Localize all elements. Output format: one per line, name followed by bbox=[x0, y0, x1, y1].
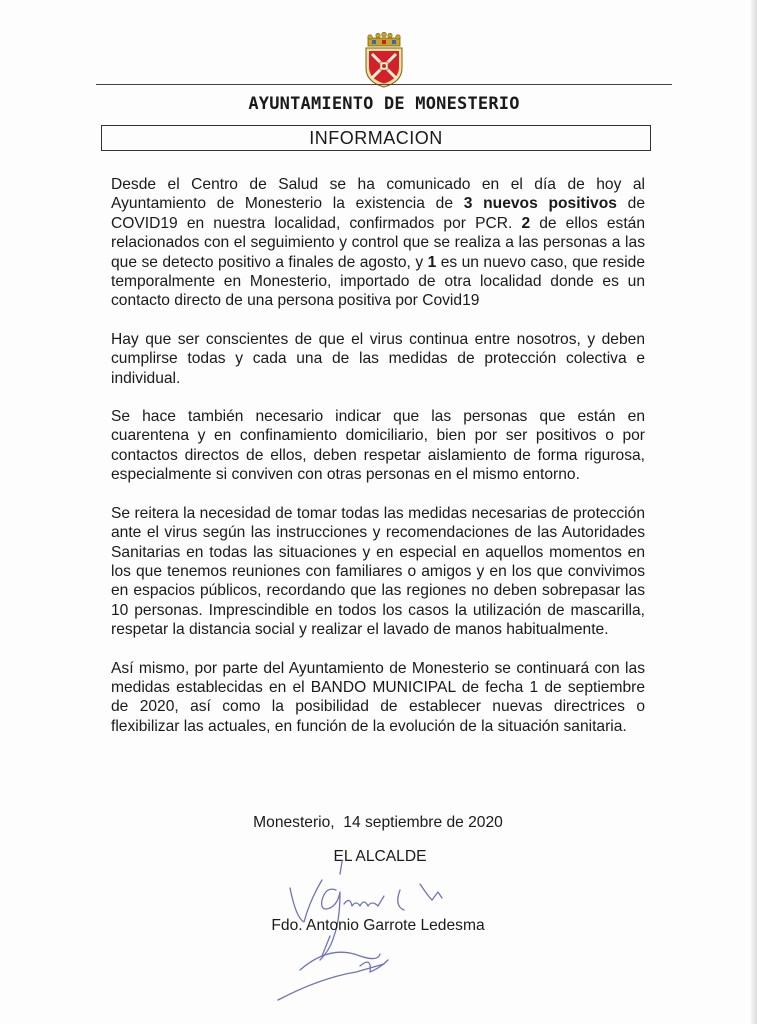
signer-name: Fdo. Antonio Garrote Ledesma bbox=[271, 917, 485, 934]
document-body bbox=[111, 175, 645, 755]
paragraph-1 bbox=[111, 175, 645, 311]
date-line: Monesterio, 14 septiembre de 2020 bbox=[253, 814, 503, 831]
paragraph-text: de COVID19 en nuestra localidad, confirmados por PCR. bbox=[111, 195, 645, 232]
paragraph-3: Se hace también necesario indicar que las personas que están en cuarentena y en confinamiento domiciliario, bien por ser positivos o por contactos directos de ellos, deben respetar aislamiento de forma rigurosa, especialmente si conviven con otras personas en el mismo entorno. bbox=[111, 408, 645, 484]
emphasized-text: 1 bbox=[427, 253, 437, 271]
paragraph-5: Así mismo, por parte del Ayuntamiento de Monesterio se continuará con las medidas establecidas en el BANDO MUNICIPAL de fecha 1 de septiembre de 2020, así como la posibilidad de establecer nuevas directrices o flexibilizar las actuales, en función de la evolución de la situación sanitaria. bbox=[111, 659, 645, 735]
coat-of-arms-icon bbox=[360, 32, 408, 88]
paragraph-4: Se reitera la necesidad de tomar todas las medidas necesarias de protección ante el virus según las instrucciones y recomendaciones de las Autoridades Sanitarias en todas las situaciones y en especial en aquellos momentos en los que tenemos reuniones con familiares o amigos y en los que convivimos en espacios públicos, recordando que las regiones no deben sobrepasar las 10 personas. Imprescindible en todos los casos la utilización de mascarilla, respetar la distancia social y realizar el lavado de manos habitualmente. bbox=[111, 504, 645, 639]
emphasized-text: 2 bbox=[521, 214, 531, 232]
paragraph-text: es un nuevo caso, que reside temporalmente en Monesterio, importado de otra localidad donde es un contacto directo de una persona positiva por Covid19 bbox=[111, 253, 646, 310]
handwritten-signature-icon bbox=[260, 860, 480, 1010]
paragraph-2: Hay que ser conscientes de que el virus continua entre nosotros, y deben cumplirse todas y cada una de las medidas de protección colectiva e individual. bbox=[111, 330, 645, 387]
municipality-name: AYUNTAMIENTO DE MONESTERIO bbox=[248, 94, 520, 114]
paragraph-text: Desde el Centro de Salud se ha comunicado en el día de hoy al Ayuntamiento de Monesterio la existencia de bbox=[111, 176, 645, 213]
mayor-title: EL ALCALDE bbox=[333, 848, 427, 865]
emphasized-text: 3 nuevos positivos bbox=[463, 195, 617, 213]
document-title: INFORMACION bbox=[309, 127, 443, 148]
page-edge-shadow bbox=[751, 0, 757, 1024]
document-title-box bbox=[101, 125, 651, 151]
paragraph-text: de ellos están relacionados con el seguimiento y control que se realiza a las personas a las que se detecto positivo a finales de agosto, y bbox=[111, 214, 646, 271]
header-rule bbox=[96, 84, 672, 85]
